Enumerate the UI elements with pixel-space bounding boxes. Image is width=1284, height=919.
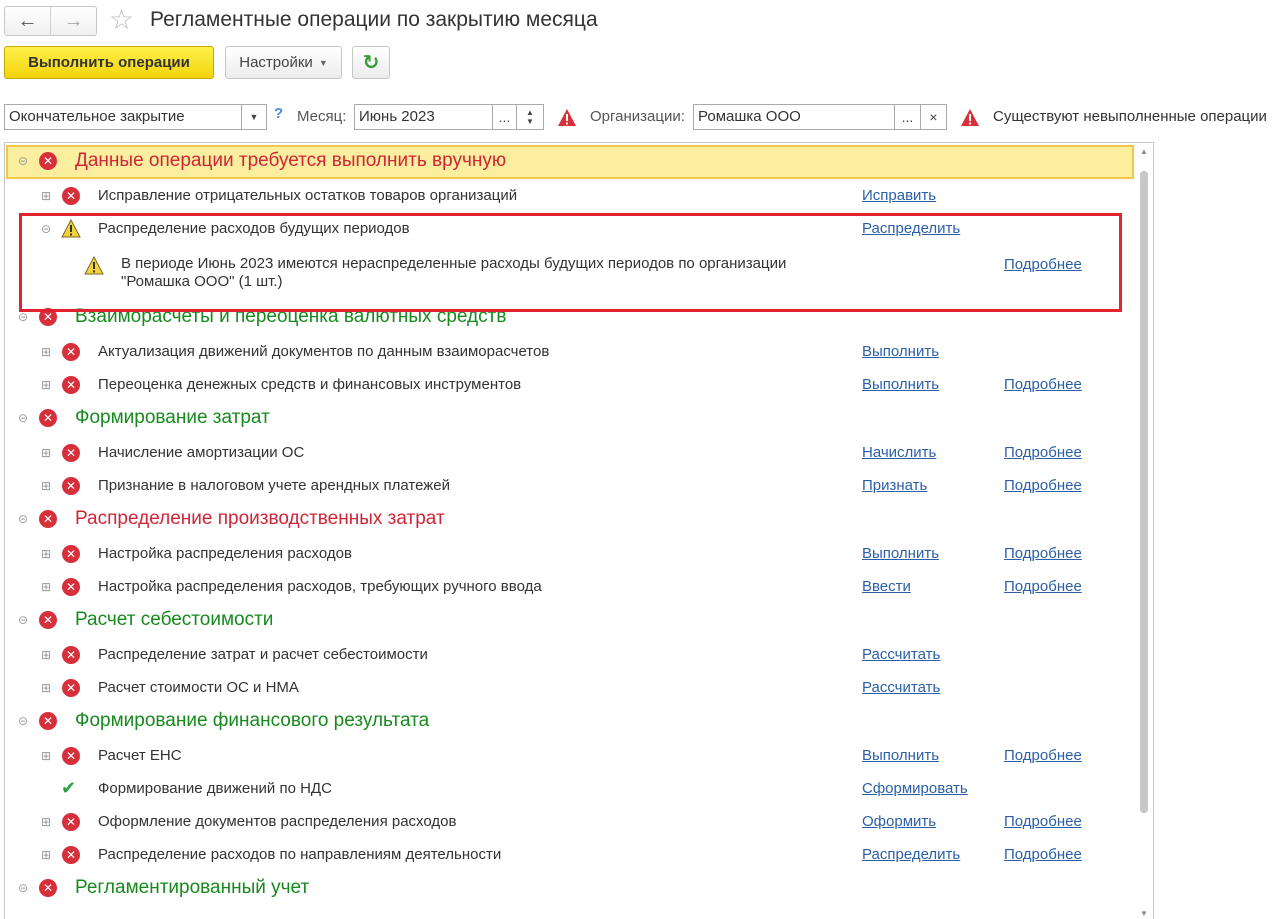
operation-action-link[interactable]: Ввести	[862, 578, 911, 595]
item-expand-icon[interactable]: ⊞	[40, 681, 52, 695]
closing-mode-select[interactable]: Окончательное закрытие	[4, 104, 242, 130]
help-icon[interactable]: ?	[274, 105, 284, 122]
scroll-thumb[interactable]	[1140, 171, 1148, 813]
favorite-star-icon[interactable]: ☆	[109, 4, 135, 35]
operation-name: Исправление отрицательных остатков товаров организаций	[98, 187, 518, 204]
error-icon: ✕	[62, 444, 80, 462]
details-link[interactable]: Подробнее	[1004, 444, 1082, 461]
organization-label: Организации:	[590, 108, 685, 125]
group-collapse-icon[interactable]: ⊝	[17, 881, 29, 895]
close-icon: ×	[929, 109, 938, 125]
details-link[interactable]: Подробнее	[1004, 846, 1082, 863]
operation-action-link[interactable]: Выполнить	[862, 343, 940, 360]
callout-frame	[19, 213, 1122, 312]
group-collapse-icon[interactable]: ⊝	[17, 154, 29, 168]
item-expand-icon[interactable]: ⊞	[40, 848, 52, 862]
details-link[interactable]: Подробнее	[1004, 813, 1082, 830]
status-message: Существуют невыполненные операции	[993, 108, 1267, 125]
item-expand-icon[interactable]: ⊞	[40, 580, 52, 594]
error-icon: ✕	[62, 813, 80, 831]
group-collapse-icon[interactable]: ⊝	[17, 714, 29, 728]
details-link[interactable]: Подробнее	[1004, 545, 1082, 562]
operation-name: Оформление документов распределения расходов	[98, 813, 457, 830]
month-select-button[interactable]: ...	[492, 104, 517, 130]
error-icon: ✕	[62, 646, 80, 664]
refresh-button[interactable]	[352, 46, 390, 79]
scroll-down-icon[interactable]: ▼	[1140, 909, 1148, 918]
group-title[interactable]: Формирование затрат	[75, 407, 270, 428]
operation-action-link[interactable]: Начислить	[862, 444, 937, 461]
group-title[interactable]: Регламентированный учет	[75, 877, 310, 898]
item-expand-icon[interactable]: ⊞	[40, 547, 52, 561]
detail-message-line1: В периоде Июнь 2023 имеются нераспределенные расходы будущих периодов по организации	[121, 255, 787, 272]
operation-action-link[interactable]: Выполнить	[862, 747, 940, 764]
item-expand-icon[interactable]: ⊞	[40, 189, 52, 203]
error-icon: ✕	[62, 747, 80, 765]
operation-name: Актуализация движений документов по данным взаиморасчетов	[98, 343, 550, 360]
operation-action-link[interactable]: Рассчитать	[862, 679, 941, 696]
group-collapse-icon[interactable]: ⊝	[17, 310, 29, 324]
settings-button[interactable]	[225, 46, 342, 79]
operation-action-link[interactable]: Сформировать	[862, 780, 968, 797]
group-title[interactable]: Данные операции требуется выполнить вручную	[75, 150, 507, 171]
organization-clear-button[interactable]	[920, 104, 947, 130]
operation-name: Распределение расходов будущих периодов	[98, 220, 410, 237]
vertical-scrollbar[interactable]	[1135, 143, 1153, 919]
group-collapse-icon[interactable]: ⊝	[17, 512, 29, 526]
operation-action-link[interactable]: Распределить	[862, 846, 961, 863]
operation-action-link[interactable]: Рассчитать	[862, 646, 941, 663]
error-icon: ✕	[62, 343, 80, 361]
item-collapse-icon[interactable]: ⊝	[40, 222, 52, 236]
group-title[interactable]: Взаиморасчеты и переоценка валютных средств	[75, 306, 507, 327]
error-icon: ✕	[62, 846, 80, 864]
operation-name: Расчет ЕНС	[98, 747, 182, 764]
checkmark-icon: ✔	[61, 778, 77, 798]
error-icon: ✕	[62, 578, 80, 596]
details-link[interactable]: Подробнее	[1004, 376, 1082, 393]
operation-name: Расчет стоимости ОС и НМА	[98, 679, 299, 696]
warning-icon	[960, 108, 980, 127]
operation-name: Настройка распределения расходов	[98, 545, 352, 562]
back-arrow-icon[interactable]: ←	[17, 9, 38, 32]
operation-name: Переоценка денежных средств и финансовых инструментов	[98, 376, 522, 393]
closing-mode-dropdown-button[interactable]	[241, 104, 267, 130]
refresh-icon: ↻	[362, 52, 380, 74]
error-icon: ✕	[62, 376, 80, 394]
error-icon: ✕	[62, 477, 80, 495]
organization-input[interactable]: Ромашка ООО	[693, 104, 895, 130]
operation-action-link[interactable]: Оформить	[862, 813, 937, 830]
group-title[interactable]: Формирование финансового результата	[75, 710, 430, 731]
warning-icon	[557, 108, 577, 127]
scroll-up-icon[interactable]: ▲	[1140, 147, 1148, 156]
navigation-buttons	[4, 6, 97, 36]
item-expand-icon[interactable]: ⊞	[40, 378, 52, 392]
execute-operations-button[interactable]: Выполнить операции	[4, 46, 214, 79]
spin-up-icon[interactable]: ▲	[526, 108, 534, 117]
settings-button-label: Настройки	[239, 54, 313, 71]
operation-action-link[interactable]: Распределить	[862, 220, 961, 237]
error-icon: ✕	[39, 510, 57, 528]
error-icon: ✕	[39, 409, 57, 427]
item-expand-icon[interactable]: ⊞	[40, 479, 52, 493]
group-collapse-icon[interactable]: ⊝	[17, 613, 29, 627]
details-link[interactable]: Подробнее	[1004, 747, 1082, 764]
operation-action-link[interactable]: Выполнить	[862, 545, 940, 562]
operation-name: Распределение затрат и расчет себестоимости	[98, 646, 428, 663]
operation-action-link[interactable]: Признать	[862, 477, 928, 494]
operation-action-link[interactable]: Выполнить	[862, 376, 940, 393]
operation-name: Начисление амортизации ОС	[98, 444, 305, 461]
error-icon: ✕	[39, 152, 57, 170]
error-icon: ✕	[39, 611, 57, 629]
details-link[interactable]: Подробнее	[1004, 578, 1082, 595]
month-input[interactable]: Июнь 2023	[354, 104, 493, 130]
month-label: Месяц:	[297, 108, 347, 125]
details-link[interactable]: Подробнее	[1004, 256, 1082, 273]
error-icon: ✕	[39, 712, 57, 730]
group-title[interactable]: Распределение производственных затрат	[75, 508, 445, 529]
operation-name: Распределение расходов по направлениям деятельности	[98, 846, 502, 863]
item-expand-icon[interactable]: ⊞	[40, 749, 52, 763]
spin-down-icon[interactable]: ▼	[526, 117, 534, 126]
detail-message-line2: "Ромашка ООО" (1 шт.)	[121, 273, 283, 290]
operation-name: Признание в налоговом учете арендных платежей	[98, 477, 450, 494]
group-title[interactable]: Расчет себестоимости	[75, 609, 274, 630]
group-collapse-icon[interactable]: ⊝	[17, 411, 29, 425]
operation-name: Формирование движений по НДС	[98, 780, 332, 797]
item-expand-icon[interactable]: ⊞	[40, 345, 52, 359]
operation-action-link[interactable]: Исправить	[862, 187, 937, 204]
operation-name: Настройка распределения расходов, требующих ручного ввода	[98, 578, 542, 595]
month-stepper[interactable]	[516, 104, 544, 130]
error-icon: ✕	[62, 679, 80, 697]
organization-select-button[interactable]: ...	[894, 104, 921, 130]
item-expand-icon[interactable]: ⊞	[40, 815, 52, 829]
item-expand-icon[interactable]: ⊞	[40, 446, 52, 460]
chevron-down-icon: ▼	[249, 112, 259, 122]
item-expand-icon[interactable]: ⊞	[40, 648, 52, 662]
error-icon: ✕	[39, 308, 57, 326]
forward-arrow-icon[interactable]: →	[50, 7, 96, 35]
details-link[interactable]: Подробнее	[1004, 477, 1082, 494]
error-icon: ✕	[39, 879, 57, 897]
page-title: Регламентные операции по закрытию месяца	[150, 8, 598, 31]
chevron-down-icon: ▼	[318, 57, 328, 68]
error-icon: ✕	[62, 545, 80, 563]
error-icon: ✕	[62, 187, 80, 205]
